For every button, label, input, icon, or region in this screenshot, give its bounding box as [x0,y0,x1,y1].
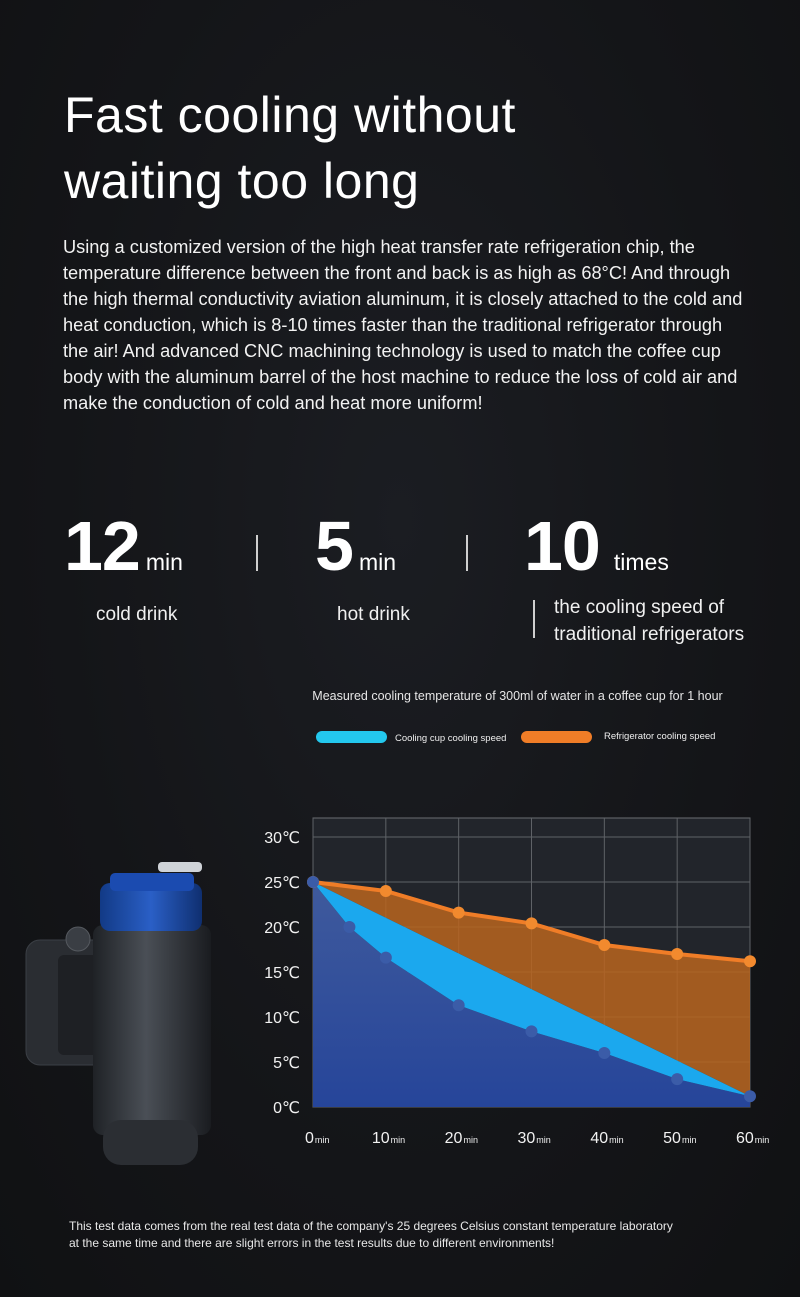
chart-title: Measured cooling temperature of 300ml of water in a coffee cup for 1 hour [312,689,723,703]
data-point-cooling-cup [526,1025,538,1037]
y-tick-label: 5℃ [273,1055,300,1072]
stat-divider [466,535,468,571]
y-tick-label: 25℃ [264,875,300,892]
stat-value: 10 [524,507,600,585]
data-point-cooling-cup [343,921,355,933]
footnote [69,1218,769,1252]
stat-speed [524,506,669,586]
data-point-refrigerator [380,885,392,897]
stat-unit: times [613,549,669,575]
legend-swatch-cooling-cup [316,731,387,743]
x-tick-unit: min [390,1135,406,1145]
data-point-cooling-cup [671,1073,683,1085]
data-point-cooling-cup [453,999,465,1011]
headline-line-1: Fast cooling without [64,87,516,143]
x-tick-label: 50min [663,1130,697,1147]
stat-divider [256,535,258,571]
data-point-refrigerator [453,907,465,919]
x-tick-unit: min [536,1135,551,1145]
data-point-cooling-cup [598,1047,610,1059]
stat-label-hot-drink: hot drink [337,604,410,625]
data-point-cooling-cup [380,952,392,964]
stat-label-line: traditional refrigerators [554,624,745,645]
y-tick-label: 15℃ [264,965,300,982]
cooling-chart [250,810,790,1155]
x-tick-label: 20min [444,1130,478,1147]
stat-cold-drink [64,506,183,586]
stat-value: 12 [64,507,140,585]
stat-divider [533,600,535,638]
y-tick-label: 20℃ [264,920,300,937]
y-tick-label: 10℃ [264,1010,300,1027]
data-point-refrigerator [526,917,538,929]
footnote-line-2: at the same time and there are slight errors in the test results due to different environments! [69,1236,555,1250]
x-tick-unit: min [463,1135,478,1145]
data-point-refrigerator [598,939,610,951]
headline [64,82,744,214]
x-tick-label: 10min [371,1130,406,1147]
headline-line-2: waiting too long [64,153,420,209]
dial-knob [66,927,90,951]
x-tick-unit: min [609,1135,624,1145]
legend-label-refrigerator: Refrigerator cooling speed [604,731,716,742]
data-point-refrigerator [671,948,683,960]
footnote-line-1: This test data comes from the real test data of the company's 25 degrees Celsius constant temperature laboratory [69,1219,673,1233]
x-tick-label: 40min [590,1130,624,1147]
stat-label-speed [554,594,744,648]
stat-unit: min [145,549,183,575]
product-illustration [18,855,248,1170]
stat-label-line: the cooling speed of [554,597,725,618]
description: Using a customized version of the high heat transfer rate refrigeration chip, the temperature difference between the front and back is as high as 68°C! And through the high thermal conductivity aviation aluminum, it is closely attached to the cold and heat conduction, which is 8-10 times faster than the traditional refrigerator through the air! And advanced CNC machining technology is used to match the coffee cup body with the aluminum barrel of the host machine to reduce the loss of cold air and make the conduction of cold and heat more uniform! [63,237,743,413]
x-tick-label: 0min [305,1130,330,1147]
x-tick-unit: min [681,1135,697,1145]
stat-value: 5 [315,507,353,585]
cup-lid-top [110,873,194,891]
x-tick-unit: min [314,1135,330,1145]
main-body [93,925,211,1135]
x-tick-label: 60min [736,1130,770,1147]
x-tick-unit: min [754,1135,770,1145]
data-point-cooling-cup [744,1090,756,1102]
stat-hot-drink [315,506,396,586]
stat-label-cold-drink: cold drink [96,604,178,625]
data-point-refrigerator [744,955,756,967]
legend-swatch-refrigerator [521,731,592,743]
x-tick-label: 30min [517,1130,551,1147]
legend-label-cooling-cup: Cooling cup cooling speed [395,733,507,744]
body-base [103,1120,198,1165]
data-point-cooling-cup [307,876,319,888]
y-tick-label: 30℃ [264,830,300,847]
lid-latch [158,862,202,872]
y-tick-label: 0℃ [273,1100,300,1117]
stat-unit: min [358,549,396,575]
